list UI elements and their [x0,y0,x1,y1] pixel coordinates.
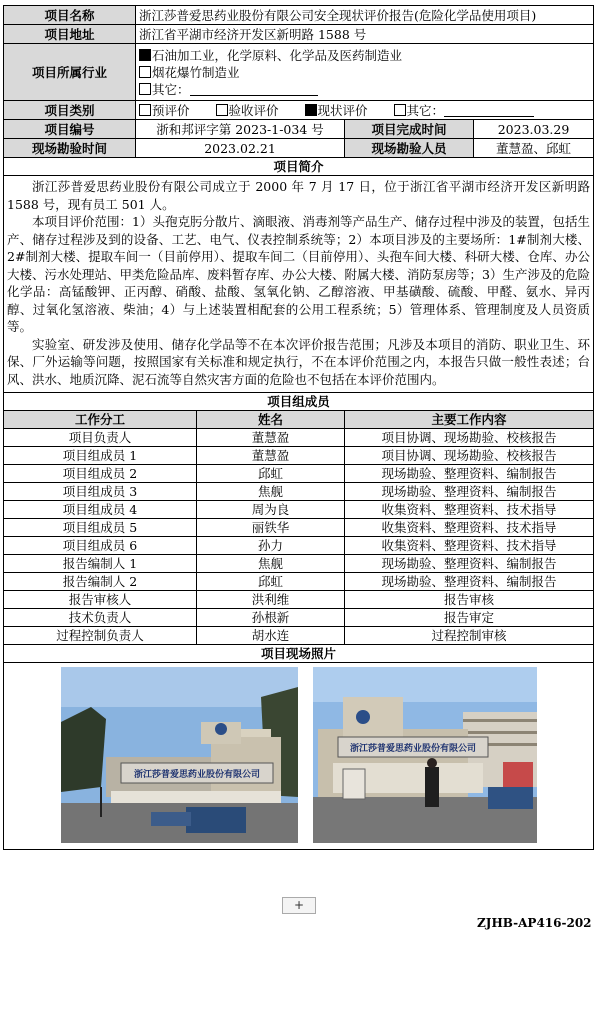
intro-paragraph: 浙江莎普爱思药业股份有限公司成立于 2000 年 7 月 17 日，位于浙江省平湖市经济开发区新明路 1588 号，现有员工 501 人。 [7,179,591,212]
complete-label: 项目完成时间 [345,120,474,139]
industry-options [136,44,594,101]
intro-paragraph: 本项目评价范围：1）头孢克肟分散片、滴眼液、消毒剂等产品生产、储存过程中涉及的装置，包括生产、储存过程涉及到的设备、工艺、电气、仪表控制系统等；2）本项目涉及的主要场所：1#制剂大楼、2#制剂大楼、提取车间一（目前停用）、提取车间二（目前停用）、头孢车间大楼、科研大楼、仓库、办公大楼、污水处理站、甲类危险品库、废料暂存库、办公大楼、附属大楼、消防泵房等；3）生产涉及的危险化学品：高锰酸钾、正丙醇、硝酸、盐酸、氢氧化钠、乙醇溶液、甲基磺酸、硫酸、甲醛、氨水、异丙醇、过氧化氢溶液、柴油；4）与上述装置相配套的公用工程系统；5）管理体系、管理制度及人员资质等。 [7,214,591,334]
blank-line [190,83,318,96]
complete-value: 2023.03.29 [474,120,594,139]
member-work: 收集资料、整理资料、技术指导 [345,519,594,537]
number-value: 浙和邦评字第 2023-1-034 号 [136,120,345,139]
expand-button[interactable]: + [282,897,316,914]
member-work: 现场勘验、整理资料、编制报告 [345,483,594,501]
members-rows [4,429,594,645]
checkbox-unchecked [139,83,151,95]
member-name: 周为良 [197,501,345,519]
survey-people-value: 董慧盈、邱虹 [474,139,594,158]
member-work: 项目协调、现场勘验、校核报告 [345,447,594,465]
table-row [4,483,594,501]
member-work: 现场勘验、整理资料、编制报告 [345,555,594,573]
project-name-label: 项目名称 [4,6,136,25]
member-work: 现场勘验、整理资料、编制报告 [345,465,594,483]
survey-people-label: 现场勘验人员 [345,139,474,158]
number-label: 项目编号 [4,120,136,139]
member-name: 邱虹 [197,573,345,591]
industry-label: 项目所属行业 [4,44,136,101]
member-name: 胡水连 [197,627,345,645]
site-photo-2 [313,667,537,843]
type-option-2: 验收评价 [216,103,279,118]
member-work: 过程控制审核 [345,627,594,645]
industry-option-1: 石油加工业，化学原料、化学品及医药制造业 [139,47,590,64]
table-row [4,465,594,483]
site-photo-1 [61,667,298,843]
project-name-value: 浙江莎普爱思药业股份有限公司安全现状评价报告(危险化学品使用项目) [136,6,594,25]
type-label: 项目类别 [4,101,136,120]
sign-text-2: 浙江莎普爱思药业股份有限公司 [349,744,477,754]
photos-cell [4,663,594,850]
members-header-role: 工作分工 [4,411,197,429]
member-role: 项目组成员 2 [4,465,197,483]
member-name: 董慧盈 [197,447,345,465]
table-row [4,609,594,627]
table-row [4,501,594,519]
table-row [4,573,594,591]
survey-time-value: 2023.02.21 [136,139,345,158]
table-row [4,519,594,537]
member-name: 焦舰 [197,483,345,501]
member-work: 收集资料、整理资料、技术指导 [345,537,594,555]
project-address-label: 项目地址 [4,25,136,44]
member-name: 孙力 [197,537,345,555]
site-photo-2-image [313,667,537,843]
member-work: 收集资料、整理资料、技术指导 [345,501,594,519]
type-options [136,101,594,120]
member-name: 丽铁华 [197,519,345,537]
survey-time-label: 现场勘验时间 [4,139,136,158]
member-role: 项目组成员 6 [4,537,197,555]
member-work: 现场勘验、整理资料、编制报告 [345,573,594,591]
member-name: 孙根新 [197,609,345,627]
checkbox-checked [139,49,151,61]
member-role: 报告编制人 2 [4,573,197,591]
member-role: 报告审核人 [4,591,197,609]
industry-option-3: 其它： [139,81,590,98]
project-address-value: 浙江省平湖市经济开发区新明路 1588 号 [136,25,594,44]
table-row [4,627,594,645]
table-row [4,447,594,465]
member-role: 报告编制人 1 [4,555,197,573]
table-row [4,555,594,573]
members-header-name: 姓名 [197,411,345,429]
type-option-4: 其它： [394,103,535,118]
industry-option-2: 烟花爆竹制造业 [139,64,590,81]
member-name: 焦舰 [197,555,345,573]
project-info-table [3,5,594,850]
members-title: 项目组成员 [4,393,594,411]
table-row [4,429,594,447]
member-role: 项目组成员 5 [4,519,197,537]
member-work: 报告审定 [345,609,594,627]
site-photo-1-image [61,667,298,843]
document-code: ZJHB-AP416-202 [477,916,592,930]
member-name: 董慧盈 [197,429,345,447]
member-role: 过程控制负责人 [4,627,197,645]
table-row [4,537,594,555]
member-role: 项目组成员 3 [4,483,197,501]
type-option-1: 预评价 [139,103,190,118]
intro-body [4,176,594,393]
intro-title: 项目简介 [4,158,594,176]
member-role: 项目负责人 [4,429,197,447]
photos-title: 项目现场照片 [4,645,594,663]
members-header-work: 主要工作内容 [345,411,594,429]
members-header-row [4,411,594,429]
intro-paragraph: 实验室、研发涉及使用、储存化学品等不在本次评价报告范围；凡涉及本项目的消防、职业卫生、环保、厂外运输等问题，按照国家有关标准和规定执行，不在本评价范围之内，本报告只做一般性表述；台风、洪水、地质沉降、泥石流等自然灾害方面的危险也不包括在本评价范围内。 [7,336,591,387]
member-work: 报告审核 [345,591,594,609]
type-option-3: 现状评价 [305,103,368,118]
member-role: 项目组成员 1 [4,447,197,465]
member-name: 邱虹 [197,465,345,483]
member-role: 项目组成员 4 [4,501,197,519]
member-name: 洪利维 [197,591,345,609]
checkbox-unchecked [139,66,151,78]
member-role: 技术负责人 [4,609,197,627]
table-row [4,591,594,609]
member-work: 项目协调、现场勘验、校核报告 [345,429,594,447]
sign-text-1: 浙江莎普爱思药业股份有限公司 [133,770,261,780]
